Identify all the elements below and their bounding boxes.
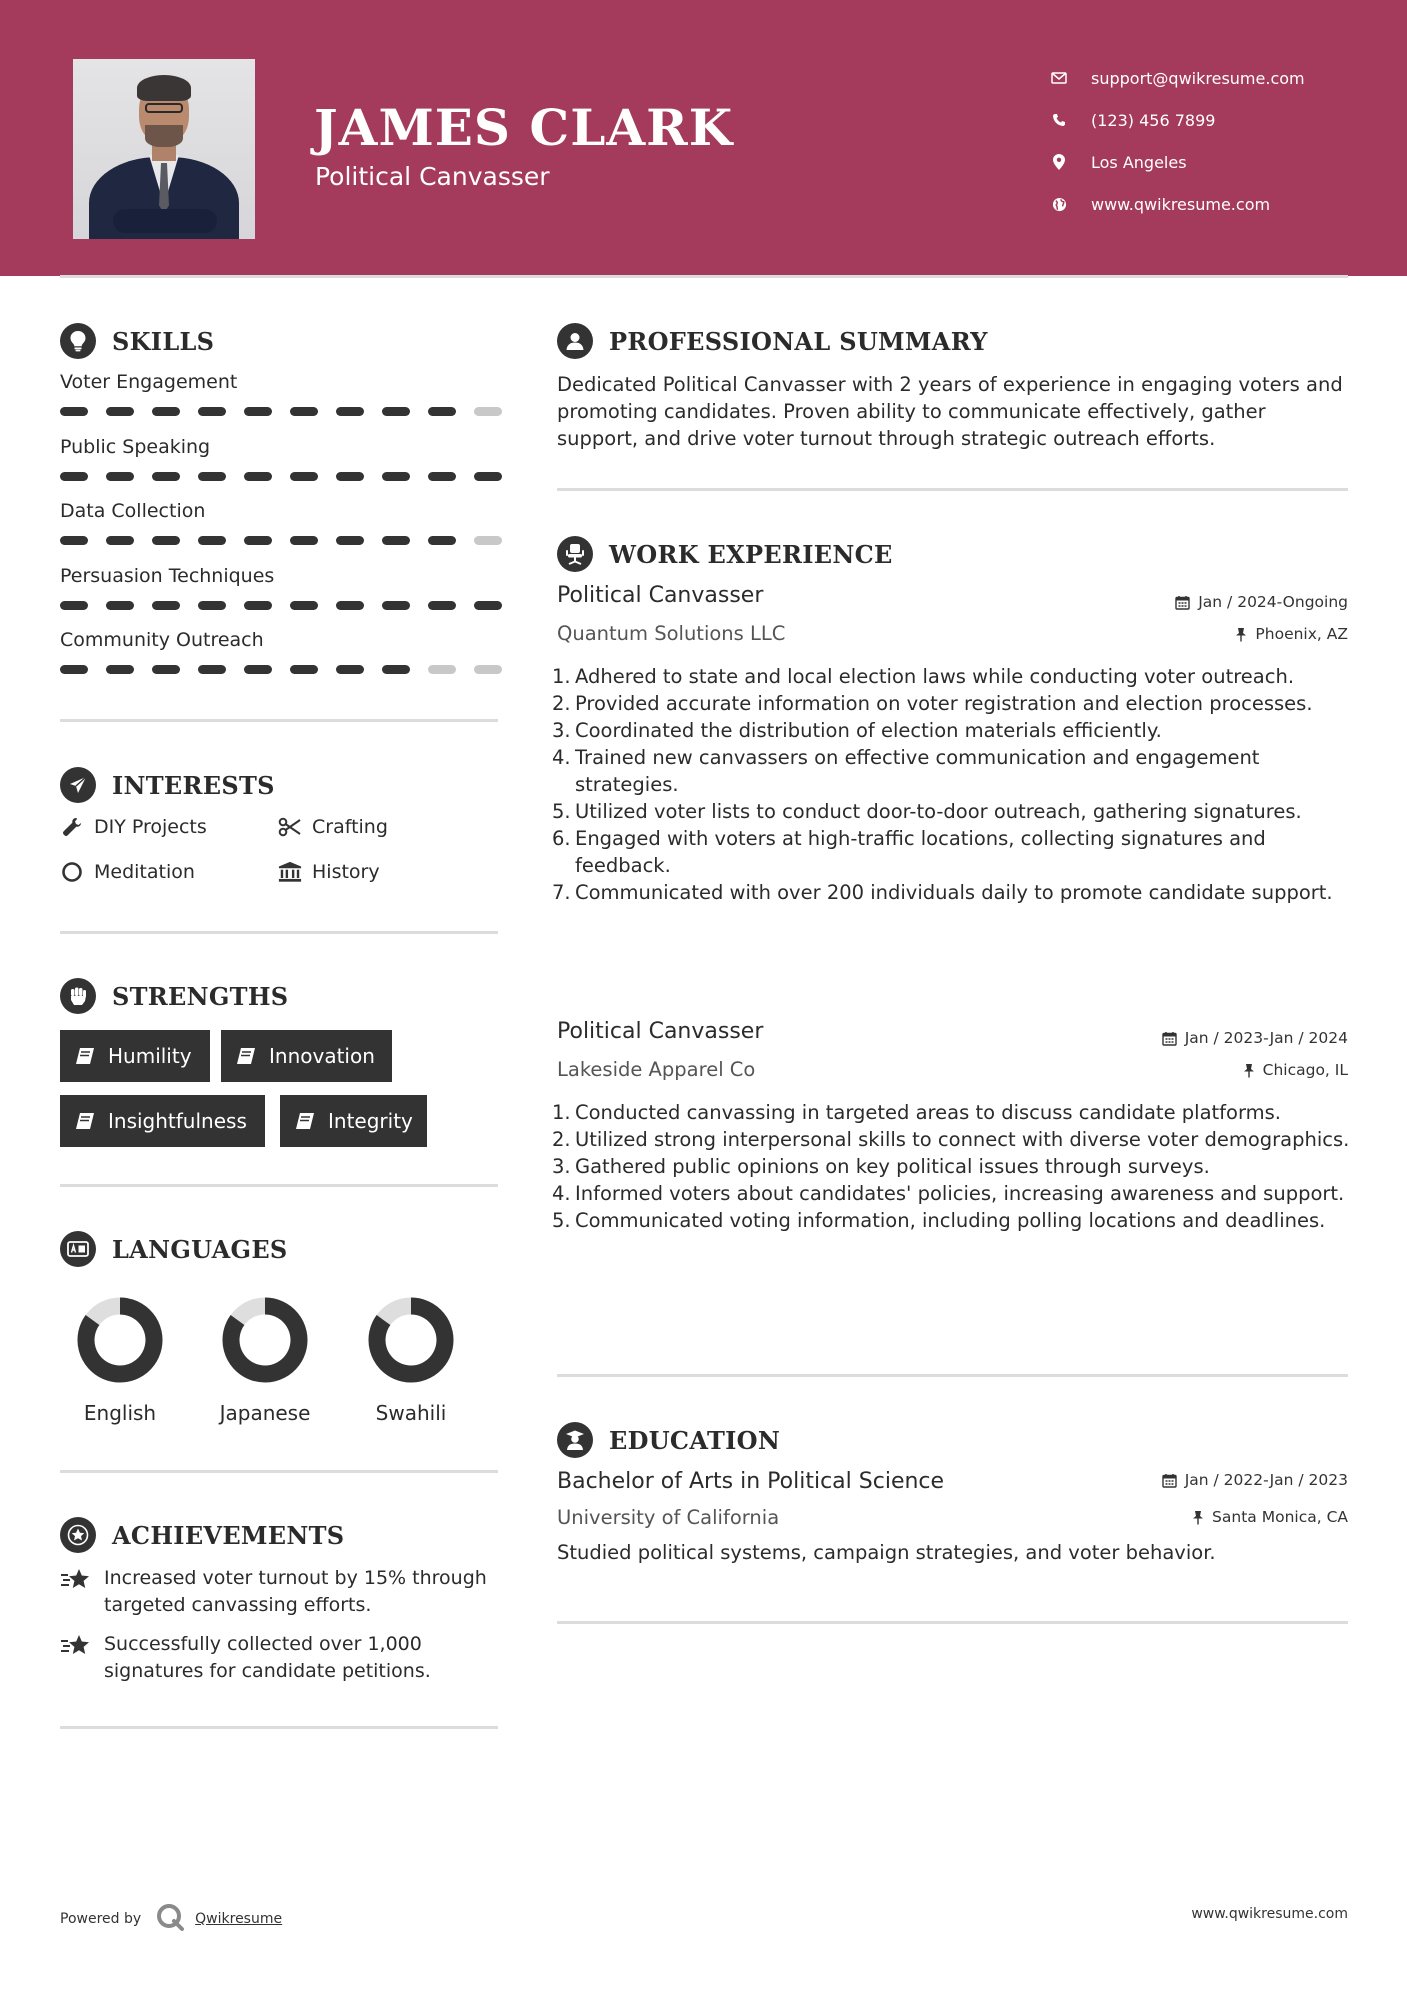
skill-level-dash — [244, 601, 272, 610]
degree-title: Bachelor of Arts in Political Science — [557, 1469, 945, 1494]
skill-level-bar — [60, 407, 502, 416]
powered-by-label: Powered by — [60, 1911, 142, 1927]
skill-level-bar — [60, 536, 502, 545]
section-divider — [557, 1621, 1348, 1624]
skill-level-dash — [336, 536, 364, 545]
education-location: Santa Monica, CA — [1192, 1508, 1348, 1526]
bank-icon — [278, 860, 302, 884]
skill-level-dash — [60, 407, 88, 416]
book-icon — [294, 1110, 316, 1132]
paper-plane-icon — [60, 767, 96, 803]
skill-level-dash — [382, 601, 410, 610]
section-divider — [60, 719, 498, 722]
interests-heading: INTERESTS — [60, 767, 275, 803]
strength-tag: Insightfulness — [60, 1095, 265, 1147]
section-divider — [557, 1374, 1348, 1377]
skill-level-dash — [382, 407, 410, 416]
list-item: 1. Conducted canvassing in targeted areas to discuss candidate platforms. — [552, 1101, 1281, 1124]
qwikresume-link[interactable]: Qwikresume — [195, 1911, 283, 1927]
summary-text: Dedicated Political Canvasser with 2 years of experience in engaging voters and promoting candidates. Proven ability to communicate effectively, gather support, and drive voter turnout through strategic outreach efforts. — [557, 373, 1343, 450]
interest-item: DIY Projects — [60, 815, 207, 839]
skill-level-dash — [244, 472, 272, 481]
education-date: Jan / 2022-Jan / 2023 — [1162, 1471, 1348, 1489]
list-item: 1. Adhered to state and local election laws while conducting voter outreach. — [552, 665, 1295, 688]
skill-level-bar — [60, 601, 502, 610]
section-divider — [60, 1184, 498, 1187]
skill-level-dash — [106, 601, 134, 610]
qwikresume-logo-icon — [155, 1902, 185, 1936]
star-badge-icon — [60, 1517, 96, 1553]
strength-tag: Innovation — [221, 1030, 392, 1082]
skill-item: Persuasion Techniques — [60, 564, 498, 629]
achievement-item: Successfully collected over 1,000 signatures for candidate petitions. — [60, 1631, 500, 1685]
skill-level-dash — [336, 407, 364, 416]
resume-header — [0, 0, 1407, 276]
book-icon — [74, 1110, 96, 1132]
job-title: Political Canvasser — [557, 1019, 764, 1044]
job-title: Political Canvasser — [557, 583, 764, 608]
skill-level-dash — [106, 536, 134, 545]
contact-location: Los Angeles — [1051, 141, 1305, 183]
language-icon — [60, 1231, 96, 1267]
job-company: Quantum Solutions LLC — [557, 622, 786, 645]
skill-item: Data Collection — [60, 499, 498, 564]
skill-level-dash — [244, 665, 272, 674]
pushpin-icon — [1235, 627, 1247, 642]
header-divider — [60, 275, 1348, 278]
scissors-icon — [278, 815, 302, 839]
skill-level-dash — [152, 407, 180, 416]
skill-level-dash — [290, 665, 318, 674]
language-level-ring — [220, 1295, 310, 1385]
skill-level-dash — [60, 601, 88, 610]
interest-item: History — [278, 860, 380, 884]
achievements-heading: ACHIEVEMENTS — [60, 1517, 344, 1553]
envelope-icon — [1051, 70, 1067, 86]
section-divider — [557, 488, 1348, 491]
footer-website[interactable]: www.qwikresume.com — [1191, 1906, 1348, 1922]
job-bullets — [552, 1099, 1357, 1234]
lightbulb-icon — [60, 323, 96, 359]
experience-heading: WORK EXPERIENCE — [557, 536, 893, 572]
strength-tag: Integrity — [280, 1095, 427, 1147]
skill-level-dash — [152, 665, 180, 674]
globe-icon — [1051, 196, 1067, 212]
skill-level-dash — [152, 601, 180, 610]
section-divider — [60, 1726, 498, 1729]
list-item: 3. Coordinated the distribution of election materials efficiently. — [552, 719, 1162, 742]
office-chair-icon — [557, 536, 593, 572]
skill-level-dash — [428, 601, 456, 610]
list-item: 2. Utilized strong interpersonal skills to connect with diverse voter demographics. — [552, 1128, 1350, 1151]
skill-level-dash — [382, 536, 410, 545]
skill-level-dash — [60, 665, 88, 674]
phone-icon — [1051, 112, 1067, 128]
contact-phone[interactable]: (123) 456 7899 — [1051, 99, 1305, 141]
wrench-icon — [60, 815, 84, 839]
skills-list — [60, 370, 498, 693]
book-icon — [235, 1045, 257, 1067]
skill-level-dash — [428, 665, 456, 674]
map-marker-icon — [1051, 154, 1067, 170]
job-bullets — [552, 663, 1357, 906]
achievement-item: Increased voter turnout by 15% through targeted canvassing efforts. — [60, 1565, 500, 1619]
skill-level-dash — [152, 472, 180, 481]
contact-list — [1051, 57, 1305, 225]
list-item: 4. Informed voters about candidates' policies, increasing awareness and support. — [552, 1182, 1345, 1205]
job-location: Chicago, IL — [1243, 1061, 1348, 1079]
shooting-star-icon — [60, 1633, 92, 1661]
skill-level-dash — [382, 472, 410, 481]
summary-heading: PROFESSIONAL SUMMARY — [557, 323, 988, 359]
skill-level-dash — [428, 536, 456, 545]
language-item: Japanese — [195, 1295, 335, 1425]
skill-level-dash — [198, 536, 226, 545]
circle-icon — [60, 860, 84, 884]
contact-email[interactable]: support@qwikresume.com — [1051, 57, 1305, 99]
list-item: 4. Trained new canvassers on effective communication and engagement strategies. — [552, 746, 1260, 796]
education-description: Studied political systems, campaign strategies, and voter behavior. — [557, 1541, 1216, 1564]
skill-level-dash — [198, 407, 226, 416]
skill-level-dash — [60, 472, 88, 481]
strength-tag: Humility — [60, 1030, 210, 1082]
skill-level-bar — [60, 472, 502, 481]
skill-level-dash — [106, 665, 134, 674]
skill-level-dash — [198, 601, 226, 610]
shooting-star-icon — [60, 1567, 92, 1595]
skill-level-dash — [290, 407, 318, 416]
pushpin-icon — [1192, 1510, 1204, 1525]
calendar-icon — [1175, 595, 1190, 610]
education-heading: EDUCATION — [557, 1422, 780, 1458]
skill-level-dash — [290, 472, 318, 481]
school-name: University of California — [557, 1506, 780, 1529]
skill-level-dash — [198, 472, 226, 481]
skill-level-dash — [60, 536, 88, 545]
language-level-ring — [366, 1295, 456, 1385]
skill-level-dash — [428, 472, 456, 481]
job-location: Phoenix, AZ — [1235, 625, 1348, 643]
skill-level-dash — [474, 665, 502, 674]
skill-item: Community Outreach — [60, 628, 498, 693]
book-icon — [74, 1045, 96, 1067]
skill-level-dash — [290, 601, 318, 610]
skill-level-dash — [106, 407, 134, 416]
interest-item: Crafting — [278, 815, 388, 839]
language-item: English — [50, 1295, 190, 1425]
skill-level-dash — [382, 665, 410, 674]
section-divider — [60, 1470, 498, 1473]
section-divider — [60, 931, 498, 934]
list-item: 2. Provided accurate information on voter registration and election processes. — [552, 692, 1313, 715]
candidate-name: JAMES CLARK — [314, 98, 734, 157]
skill-level-dash — [336, 472, 364, 481]
language-level-ring — [75, 1295, 165, 1385]
languages-heading: LANGUAGES — [60, 1231, 288, 1267]
skill-level-dash — [336, 665, 364, 674]
skill-level-dash — [244, 407, 272, 416]
skill-level-dash — [474, 472, 502, 481]
calendar-icon — [1162, 1473, 1177, 1488]
list-item: 6. Engaged with voters at high-traffic locations, collecting signatures and feedback. — [552, 827, 1266, 877]
skill-level-dash — [106, 472, 134, 481]
skill-level-dash — [474, 601, 502, 610]
graduate-icon — [557, 1422, 593, 1458]
skill-level-dash — [198, 665, 226, 674]
job-date: Jan / 2023-Jan / 2024 — [1162, 1029, 1348, 1047]
user-icon — [557, 323, 593, 359]
footer-branding — [60, 1902, 282, 1936]
language-item: Swahili — [341, 1295, 481, 1425]
job-date: Jan / 2024-Ongoing — [1175, 593, 1348, 611]
skill-item: Voter Engagement — [60, 370, 498, 435]
profile-photo — [73, 59, 255, 239]
skill-level-bar — [60, 665, 502, 674]
contact-website[interactable]: www.qwikresume.com — [1051, 183, 1305, 225]
pushpin-icon — [1243, 1063, 1255, 1078]
skill-item: Public Speaking — [60, 435, 498, 500]
skill-level-dash — [474, 536, 502, 545]
fist-icon — [60, 978, 96, 1014]
skill-level-dash — [336, 601, 364, 610]
skill-level-dash — [428, 407, 456, 416]
job-company: Lakeside Apparel Co — [557, 1058, 756, 1081]
skill-level-dash — [244, 536, 272, 545]
skill-level-dash — [152, 536, 180, 545]
list-item: 5. Communicated voting information, including polling locations and deadlines. — [552, 1209, 1326, 1232]
skills-heading: SKILLS — [60, 323, 214, 359]
list-item: 5. Utilized voter lists to conduct door-to-door outreach, gathering signatures. — [552, 800, 1302, 823]
list-item: 3. Gathered public opinions on key political issues through surveys. — [552, 1155, 1210, 1178]
calendar-icon — [1162, 1031, 1177, 1046]
candidate-role: Political Canvasser — [315, 162, 550, 191]
list-item: 7. Communicated with over 200 individuals daily to promote candidate support. — [552, 881, 1333, 904]
strengths-heading: STRENGTHS — [60, 978, 288, 1014]
skill-level-dash — [474, 407, 502, 416]
interest-item: Meditation — [60, 860, 195, 884]
skill-level-dash — [290, 536, 318, 545]
